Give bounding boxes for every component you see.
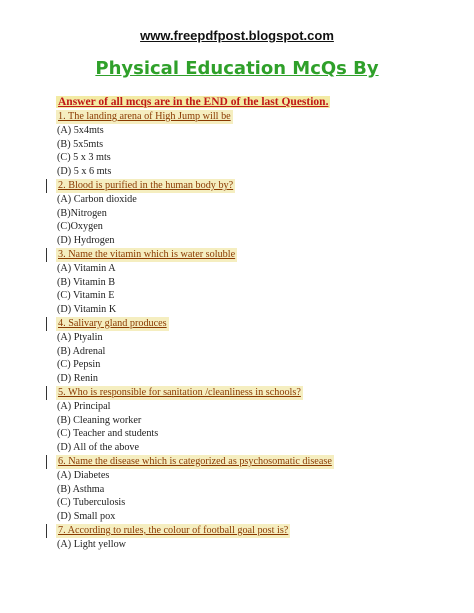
answer-option: (A) Vitamin A xyxy=(57,262,116,274)
answer-option: (B) Asthma xyxy=(57,483,105,495)
answer-option: (A) Ptyalin xyxy=(57,331,103,343)
document-title: Physical Education McQs By xyxy=(95,58,379,79)
question-list xyxy=(56,110,334,552)
text-cursor-mark xyxy=(46,317,47,331)
answer-option: (A) Diabetes xyxy=(57,469,110,481)
question-text: 2. Blood is purified in the human body by? xyxy=(58,179,234,191)
answer-option: (C) Tuberculosis xyxy=(57,497,126,509)
site-url[interactable]: www.freepdfpost.blogspot.com xyxy=(140,28,334,43)
answer-notice: Answer of all mcqs are in the END of the last Question. xyxy=(58,96,329,108)
answer-option: (B) Cleaning worker xyxy=(57,414,142,426)
text-cursor-mark xyxy=(46,455,47,469)
answer-option: (B) Vitamin B xyxy=(57,276,116,288)
answer-option: (A) 5x4mts xyxy=(57,124,104,136)
question-line xyxy=(56,248,334,262)
question-line xyxy=(56,524,334,538)
answer-option: (D) Small pox xyxy=(57,511,116,523)
question-text: 6. Name the disease which is categorized as psychosomatic disease xyxy=(58,455,332,467)
question-text: 7. According to rules, the colour of football goal post is? xyxy=(58,524,289,536)
answer-option: (C) Pepsin xyxy=(57,359,101,371)
answer-option: (B) 5x5mts xyxy=(57,138,104,150)
answer-option: (D) Hydrogen xyxy=(57,235,115,247)
question-text: 3. Name the vitamin which is water soluble xyxy=(58,248,236,260)
text-cursor-mark xyxy=(46,524,47,538)
answer-option: (C) Vitamin E xyxy=(57,290,115,302)
question-line xyxy=(56,317,334,331)
text-cursor-mark xyxy=(46,386,47,400)
question-line xyxy=(56,110,334,124)
answer-option: (C)Oxygen xyxy=(57,221,103,233)
answer-option: (D) Vitamin K xyxy=(57,304,117,316)
answer-option: (B) Adrenal xyxy=(57,345,106,357)
question-text: 1. The landing arena of High Jump will be xyxy=(58,111,231,122)
question-text: 4. Salivary gland produces xyxy=(58,317,167,329)
answer-option: (A) Principal xyxy=(57,400,111,412)
question-line xyxy=(56,179,334,193)
text-cursor-mark xyxy=(46,248,47,262)
question-line xyxy=(56,455,334,469)
answer-option: (B)Nitrogen xyxy=(57,207,107,219)
text-cursor-mark xyxy=(46,179,47,193)
question-line xyxy=(56,386,334,400)
answer-option: (C) 5 x 3 mts xyxy=(57,152,111,164)
question-text: 5. Who is responsible for sanitation /cleanliness in schools? xyxy=(58,386,301,398)
answer-option: (D) 5 x 6 mts xyxy=(57,166,112,178)
answer-option: (C) Teacher and students xyxy=(57,428,159,440)
answer-option: (D) All of the above xyxy=(57,442,140,454)
answer-option: (A) Carbon dioxide xyxy=(57,193,137,205)
answer-option: (D) Renin xyxy=(57,373,99,385)
answer-option: (A) Light yellow xyxy=(57,538,127,550)
